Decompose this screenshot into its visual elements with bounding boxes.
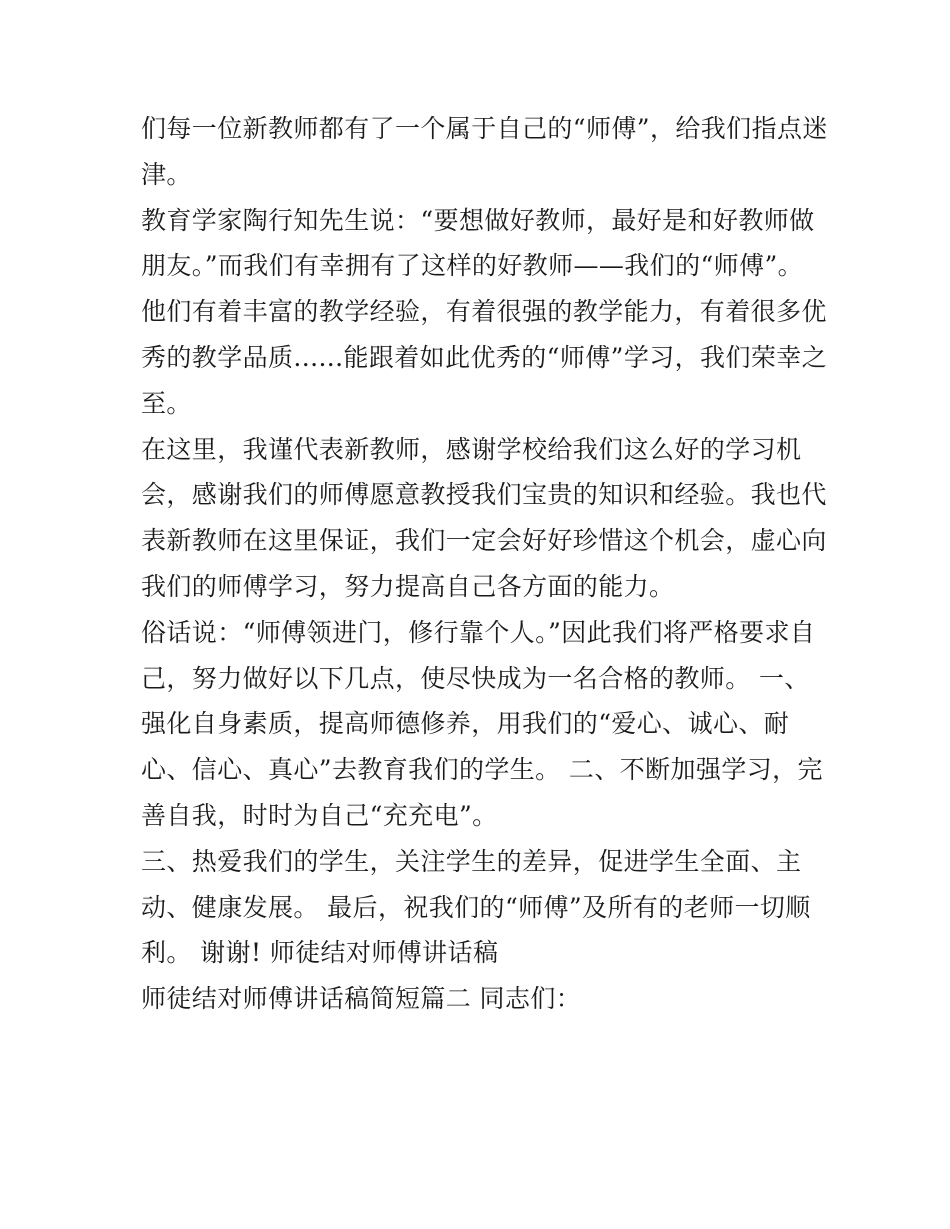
text-line: 强化自身素质，提高师德修养，用我们的“爱心、诚心、耐: [141, 709, 790, 739]
text-line: 他们有着丰富的教学经验，有着很强的教学能力，有着很多优: [141, 297, 827, 327]
text-line: 教育学家陶行知先生说：“要想做好教师，最好是和好教师做: [141, 205, 815, 235]
text-line: 在这里，我谨代表新教师，感谢学校给我们这么好的学习机: [141, 434, 802, 464]
text-line: 至。: [141, 388, 192, 418]
text-line: 三、热爱我们的学生，关注学生的差异，促进学生全面、主: [141, 846, 802, 876]
text-line: 们每一位新教师都有了一个属于自己的“师傅”，给我们指点迷: [141, 114, 828, 143]
text-line: 动、健康发展。 最后，祝我们的“师傅”及所有的老师一切顺: [141, 892, 811, 922]
text-line: 我们的师傅学习，努力提高自己各方面的能力。: [141, 571, 675, 601]
text-line: 津。: [141, 159, 192, 189]
text-line: 秀的教学品质......能跟着如此优秀的“师傅”学习，我们荣幸之: [141, 342, 828, 372]
text-line: 善自我，时时为自己“充充电”。: [141, 800, 498, 830]
text-line: 会，感谢我们的师傅愿意教授我们宝贵的知识和经验。我也代: [141, 480, 827, 510]
text-line: 朋友。”而我们有幸拥有了这样的好教师——我们的“师傅”。: [141, 251, 804, 281]
text-line: 表新教师在这里保证，我们一定会好好珍惜这个机会，虚心向: [141, 526, 827, 556]
text-line: 己，努力做好以下几点，使尽快成为一名合格的教师。 一、: [141, 663, 810, 693]
text-line: 利。 谢谢! 师徒结对师傅讲话稿: [141, 938, 499, 968]
text-line: 师徒结对师傅讲话稿简短篇二 同志们：: [141, 984, 582, 1014]
document-body: [141, 106, 828, 1022]
text-line: 心、信心、真心”去教育我们的学生。 二、不断加强学习，完: [141, 755, 823, 785]
text-line: 俗话说：“师傅领进门，修行靠个人。”因此我们将严格要求自: [141, 617, 816, 647]
